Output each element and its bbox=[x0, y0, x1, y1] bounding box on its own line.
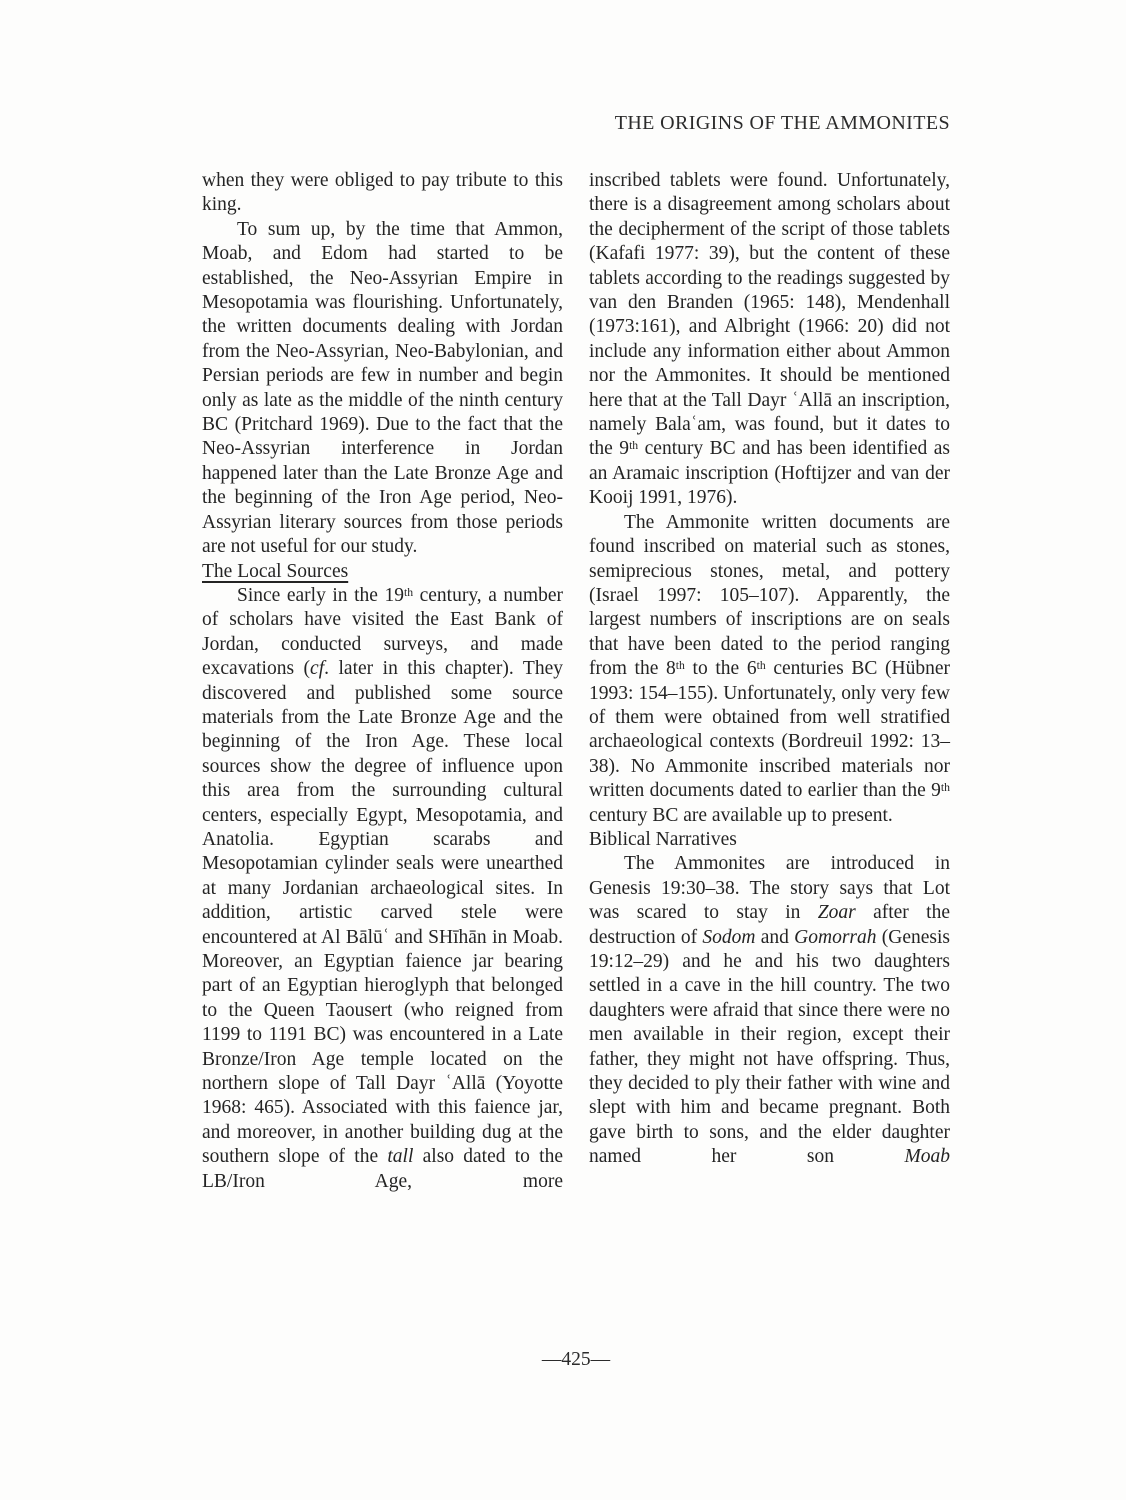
paragraph: when they were obliged to pay tribute to this king. bbox=[202, 170, 563, 216]
left-column bbox=[202, 169, 563, 1194]
page-number: —425— bbox=[541, 1349, 611, 1370]
paragraph: Since early in the 19th century, a number of scholars have visited the East Bank of Jordan, conducted surveys, and made excavations (cf. later in this chapter). They discovered and published some source materials from the Late Bronze Age and the beginning of the Iron Age. These local sources show the degree of influence upon this area from the surrounding cultural centers, especially Egypt, Mesopotamia, and Anatolia. Egyptian scarabs and Mesopotamian cylinder seals were unearthed at many Jordanian archaeological sites. In addition, artistic carved stele were encountered at Al Bālūʿ and SHīhān in Moab. Moreover, an Egyptian faience jar bearing part of an Egyptian hieroglyph that belonged to the Queen Taousert (who reigned from 1199 to 1191 BC) was encountered in a Late Bronze/Iron Age temple located on the northern slope of Tall Dayr ʿAllā (Yoyotte 1968: 465). Associated with this faience jar, and moreover, in another building dug at the southern slope of the tall also dated to the LB/Iron Age, more bbox=[202, 584, 563, 1192]
running-head: THE ORIGINS OF THE AMMONITES bbox=[614, 112, 950, 134]
paragraph: inscribed tablets were found. Unfortunately, there is a disagreement among scholars about the decipherment of the script of those tablets (Kafafi 1977: 39), but the content of these tablets according to the readings suggested by van den Branden (1965: 148), Mendenhall (1973:161), and Albright (1966: 20) did not include any information either about Ammon nor the Ammonites. It should be mentioned here that at the Tall Dayr ʿAllā an inscription, namely Balaʿam, was found, but it dates to the 9th century BC and has been identified as an Aramaic inscription (Hoftijzer and van der Kooij 1991, 1976). bbox=[589, 170, 950, 509]
paragraph: The Ammonite written documents are found inscribed on material such as stones, semiprecious stones, metal, and pottery (Israel 1997: 105–107). Apparently, the largest numbers of inscriptions are on seals that have been dated to the period ranging from the 8th to the 6th centuries BC (Hübner 1993: 154–155). Unfortunately, only very few of them were obtained from well stratified archaeological contexts (Bordreuil 1992: 13–38). No Ammonite inscribed materials nor written documents dated to earlier than the 9th century BC are available up to present. bbox=[589, 511, 950, 826]
section-heading: Biblical Narratives bbox=[589, 828, 737, 850]
section-heading: The Local Sources bbox=[202, 560, 349, 582]
right-column bbox=[589, 169, 950, 1194]
paragraph: The Ammonites are introduced in Genesis 19:30–38. The story says that Lot was scared to stay in Zoar after the destruction of Sodom and Gomorrah (Genesis 19:12–29) and he and his two daughters settled in a cave in the hill country. The two daughters were afraid that since there were no men available in their region, except their father, they might not have offspring. Thus, they decided to ply their father with wine and slept with him and became pregnant. Both gave birth to sons, and the elder daughter named her son Moab bbox=[589, 853, 951, 1168]
text-block bbox=[202, 169, 950, 1194]
paragraph: To sum up, by the time that Ammon, Moab, and Edom had started to be established, the Neo-Assyrian Empire in Mesopotamia was flourishing. Unfortunately, the written documents dealing with Jordan from the Neo-Assyrian, Neo-Babylonian, and Persian periods are few in number and begin only as late as the middle of the ninth century BC (Pritchard 1969). Due to the fact that the Neo-Assyrian interference in Jordan happened later than the Late Bronze Age and the beginning of the Iron Age period, Neo-Assyrian literary sources from those periods are not useful for our study. bbox=[202, 218, 563, 558]
